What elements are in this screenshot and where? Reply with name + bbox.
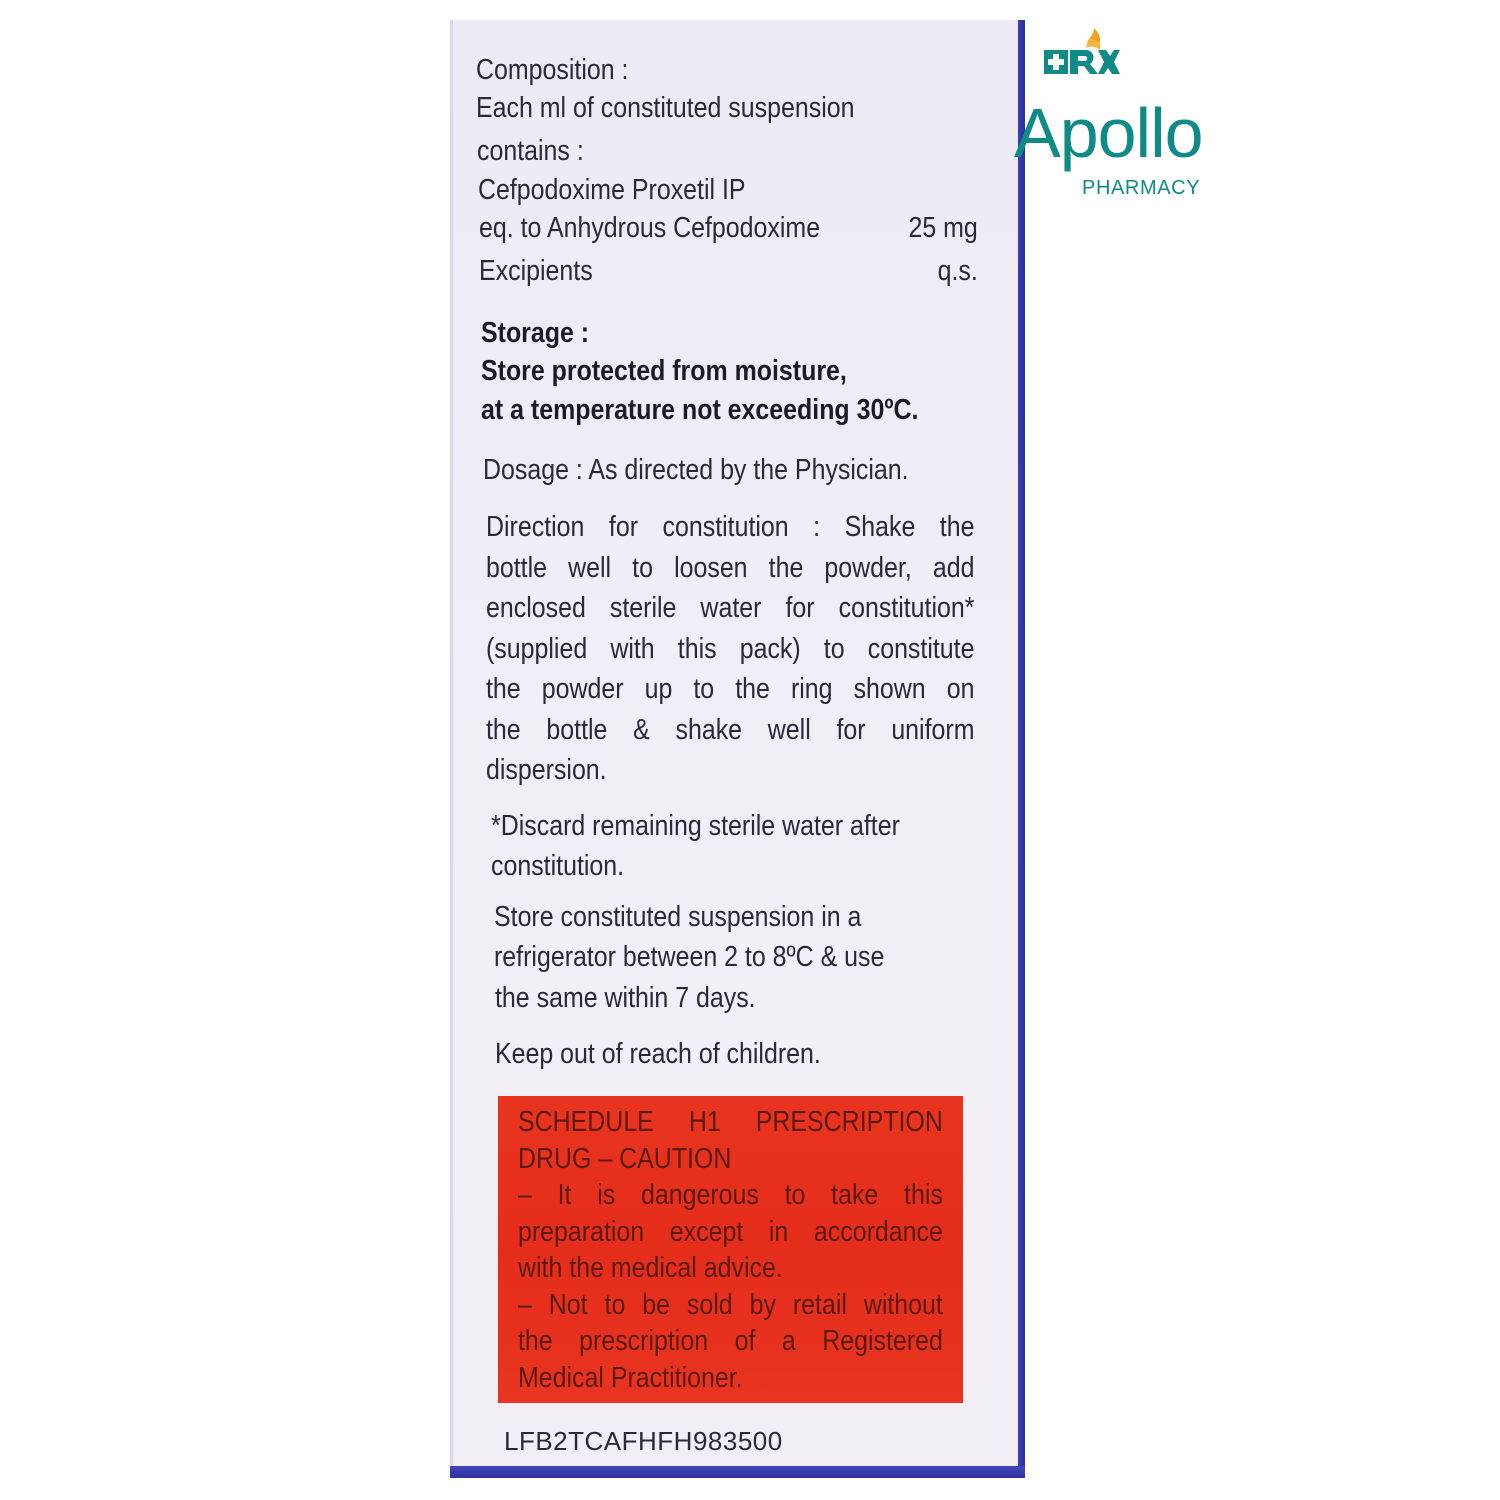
discard-line-1: *Discard remaining sterile water after: [491, 810, 900, 842]
caution-line: with the medical advice.: [518, 1252, 783, 1284]
store-constituted-line-1: Store constituted suspension in a: [494, 901, 862, 933]
composition-equivalent-row: [479, 208, 978, 248]
storage-line-2: at a temperature not exceeding 30ºC.: [481, 394, 919, 426]
caution-line: the prescription of a Registered: [518, 1325, 943, 1357]
composition-equivalent-value: 25 mg: [908, 212, 978, 244]
composition-excipients-value: q.s.: [937, 255, 978, 287]
direction-line: bottle well to loosen the powder, add: [486, 551, 975, 584]
storage-line-1: Store protected from moisture,: [481, 355, 847, 387]
direction-paragraph: [486, 507, 974, 791]
store-constituted-line-2: refrigerator between 2 to 8ºC & use: [494, 941, 885, 973]
caution-line: – Not to be sold by retail without: [518, 1288, 943, 1321]
caution-line: – It is dangerous to take this: [518, 1179, 943, 1211]
direction-line: enclosed sterile water for constitution*: [486, 592, 975, 624]
discard-line-2: constitution.: [491, 850, 625, 882]
schedule-h1-caution-box: [498, 1096, 963, 1403]
carton-left-edge: [450, 20, 453, 1478]
composition-ingredient: Cefpodoxime Proxetil IP: [478, 174, 746, 206]
storage-heading: Storage :: [481, 317, 590, 349]
carton-right-edge: [1018, 20, 1025, 1478]
caution-line: SCHEDULE H1 PRESCRIPTION: [518, 1106, 943, 1138]
store-constituted-line-3: the same within 7 days.: [495, 982, 756, 1014]
apollo-pharmacy-logo-icon: [1040, 26, 1120, 98]
carton-bottom-edge: [450, 1466, 1025, 1478]
composition-excipients-label: Excipients: [479, 255, 593, 287]
direction-line: dispersion.: [486, 754, 607, 786]
composition-line-2: contains :: [477, 135, 584, 167]
logo-wordmark: Apollo: [1014, 94, 1203, 172]
logo-subtitle: PHARMACY: [1082, 177, 1201, 199]
composition-equivalent-label: eq. to Anhydrous Cefpodoxime: [479, 212, 821, 244]
children-warning: Keep out of reach of children.: [495, 1038, 821, 1070]
composition-excipients-row: [479, 251, 978, 291]
batch-code: LFB2TCAFHFH983500: [504, 1426, 783, 1456]
composition-heading: Composition :: [476, 54, 629, 86]
caution-line: Medical Practitioner.: [518, 1361, 743, 1394]
direction-line: (supplied with this pack) to constitute: [486, 632, 975, 665]
caution-line: DRUG – CAUTION: [518, 1142, 732, 1175]
caution-text: [518, 1104, 943, 1396]
direction-line: Direction for constitution : Shake the: [486, 511, 975, 543]
composition-line-1: Each ml of constituted suspension: [476, 92, 855, 124]
caution-line: preparation except in accordance: [518, 1215, 943, 1248]
dosage-text: Dosage : As directed by the Physician.: [483, 454, 909, 486]
direction-line: the powder up to the ring shown on: [486, 673, 975, 705]
apollo-pharmacy-logo: [1012, 26, 1227, 199]
direction-line: the bottle & shake well for uniform: [486, 713, 975, 746]
